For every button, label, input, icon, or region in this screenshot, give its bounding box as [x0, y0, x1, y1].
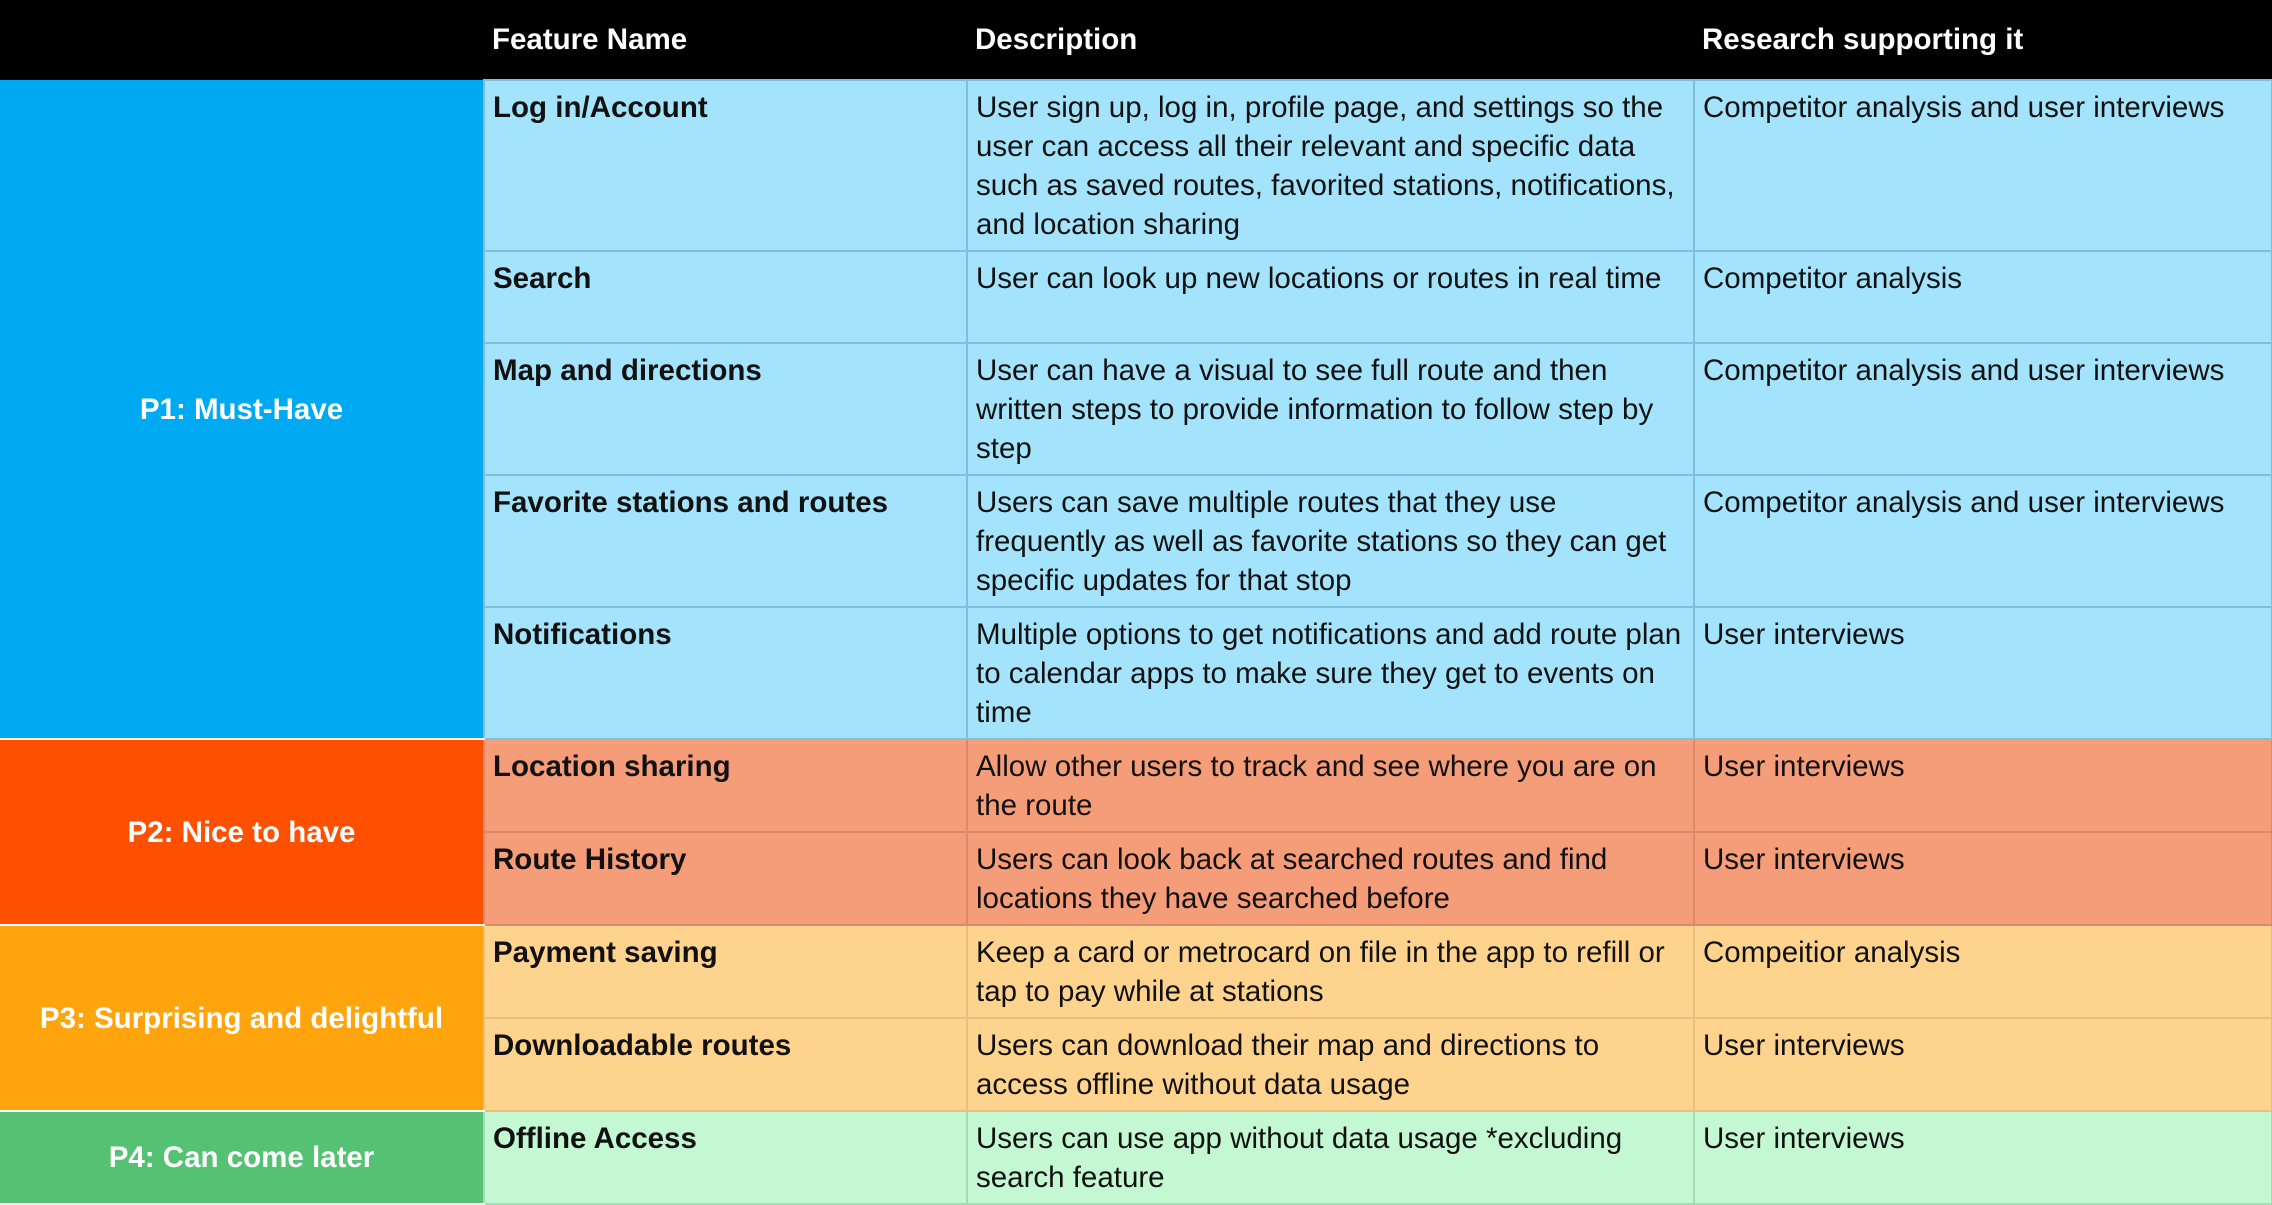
feature-research: Competitor analysis and user interviews — [1694, 80, 2272, 251]
table-row — [0, 925, 2272, 1018]
feature-name: Offline Access — [484, 1111, 967, 1204]
feature-research: Competitor analysis and user interviews — [1694, 475, 2272, 607]
feature-research: Competitor analysis and user interviews — [1694, 343, 2272, 475]
feature-research: User interviews — [1694, 1018, 2272, 1111]
feature-description: Multiple options to get notifications and add route plan to calendar apps to make sure they get to events on time — [967, 607, 1694, 739]
feature-description: User can look up new locations or routes in real time — [967, 251, 1694, 343]
feature-research: User interviews — [1694, 832, 2272, 925]
header-priority — [0, 0, 484, 80]
table-row — [0, 80, 2272, 251]
header-description: Description — [967, 0, 1694, 80]
feature-description: User can have a visual to see full route and then written steps to provide information to follow step by step — [967, 343, 1694, 475]
priority-label-p4: P4: Can come later — [0, 1111, 484, 1204]
priority-label-p2: P2: Nice to have — [0, 739, 484, 925]
table-row — [0, 739, 2272, 832]
feature-name: Search — [484, 251, 967, 343]
feature-name: Downloadable routes — [484, 1018, 967, 1111]
feature-research: User interviews — [1694, 607, 2272, 739]
feature-name: Map and directions — [484, 343, 967, 475]
feature-description: User sign up, log in, profile page, and settings so the user can access all their relevant and specific data such as saved routes, favorited stations, notifications, and location sharing — [967, 80, 1694, 251]
priority-label-p3: P3: Surprising and delightful — [0, 925, 484, 1111]
feature-name: Favorite stations and routes — [484, 475, 967, 607]
feature-research: Competitor analysis — [1694, 251, 2272, 343]
feature-description: Allow other users to track and see where you are on the route — [967, 739, 1694, 832]
table-row — [0, 1111, 2272, 1204]
feature-description: Users can save multiple routes that they use frequently as well as favorite stations so they can get specific updates for that stop — [967, 475, 1694, 607]
priority-label-p1: P1: Must-Have — [0, 80, 484, 739]
feature-research: Compeitior analysis — [1694, 925, 2272, 1018]
feature-name: Notifications — [484, 607, 967, 739]
header-feature-name: Feature Name — [484, 0, 967, 80]
feature-description: Keep a card or metrocard on file in the app to refill or tap to pay while at stations — [967, 925, 1694, 1018]
feature-description: Users can use app without data usage *excluding search feature — [967, 1111, 1694, 1204]
feature-description: Users can look back at searched routes and find locations they have searched before — [967, 832, 1694, 925]
feature-name: Location sharing — [484, 739, 967, 832]
feature-name: Payment saving — [484, 925, 967, 1018]
feature-description: Users can download their map and directions to access offline without data usage — [967, 1018, 1694, 1111]
header-research: Research supporting it — [1694, 0, 2272, 80]
feature-research: User interviews — [1694, 739, 2272, 832]
feature-research: User interviews — [1694, 1111, 2272, 1204]
feature-name: Log in/Account — [484, 80, 967, 251]
feature-name: Route History — [484, 832, 967, 925]
header-row — [0, 0, 2272, 80]
